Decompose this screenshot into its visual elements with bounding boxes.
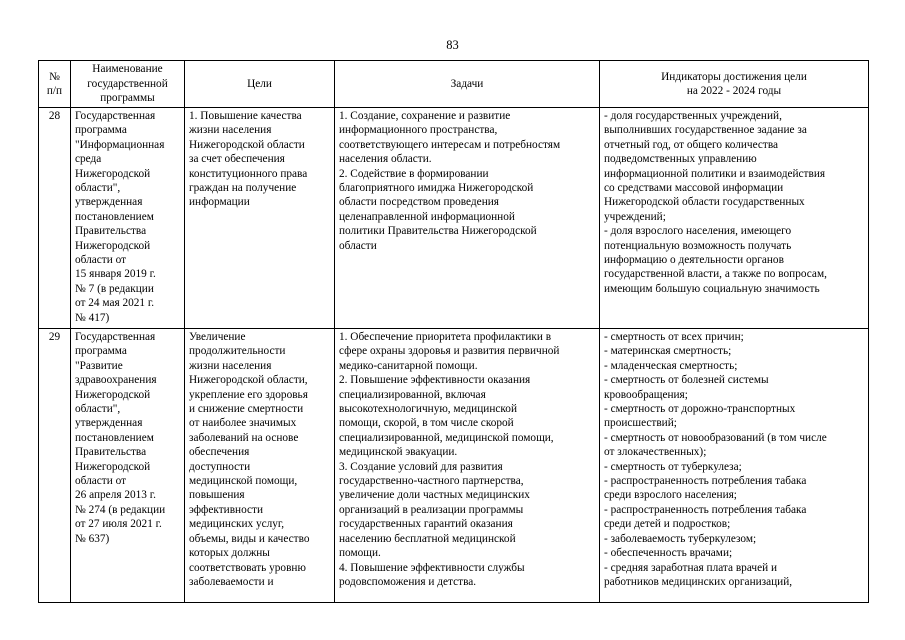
cell-text-line: утвержденная — [75, 196, 143, 209]
cell-text-line: медицинской эвакуации. — [339, 446, 458, 459]
row-number: 28 — [39, 108, 71, 329]
cell-text-line: специализированной, включая — [339, 388, 486, 401]
cell-text-line: повышения — [189, 489, 245, 502]
cell-text-line: - смертность от болезней системы — [604, 374, 769, 387]
cell-text-line: от наиболее значимых — [189, 417, 297, 430]
cell-text-line: - обеспеченность врачами; — [604, 547, 733, 560]
header-number — [39, 61, 71, 108]
cell-text-line: 26 апреля 2013 г. — [75, 489, 156, 502]
tasks-cell — [335, 329, 600, 603]
cell-text-line: программа — [75, 345, 127, 358]
row-number: 29 — [39, 329, 71, 603]
cell-text-line: сфере охраны здоровья и развития первичной — [339, 345, 560, 358]
cell-text-line: среда — [75, 153, 102, 166]
cell-text-line: от 27 июля 2021 г. — [75, 518, 162, 531]
cell-text-line: специализированной, медицинской помощи, — [339, 431, 554, 444]
cell-text-line: от злокачественных); — [604, 446, 707, 459]
cell-text-line: информации — [189, 196, 250, 209]
cell-text-line: 3. Создание условий для развития — [339, 460, 503, 473]
cell-text-line: помощи. — [339, 547, 381, 560]
table-header-row — [39, 61, 869, 108]
table-row — [39, 108, 869, 329]
cell-text-line: утвержденная — [75, 417, 143, 430]
table-row — [39, 329, 869, 603]
cell-text-line: выполнивших государственное задание за — [604, 124, 807, 137]
cell-text-line: Задачи — [450, 77, 484, 90]
cell-text-line: происшествий; — [604, 417, 677, 430]
cell-text-line: области", — [75, 403, 121, 416]
cell-text-line: заболеваний на основе — [189, 431, 299, 444]
goals-cell — [185, 108, 335, 329]
cell-text-line: - смертность от туберкулеза; — [604, 460, 742, 473]
cell-text-line: Правительства — [75, 446, 147, 459]
cell-text-line: обеспечения — [189, 446, 250, 459]
cell-text-line: граждан на получение — [189, 182, 297, 195]
cell-text-line: заболеваемости и — [189, 575, 274, 588]
cell-text-line: № 417) — [75, 311, 110, 324]
cell-text-line: постановлением — [75, 431, 154, 444]
cell-text-line: государственных гарантий оказания — [339, 518, 513, 531]
cell-text-line: за счет обеспечения — [189, 153, 285, 166]
cell-text-line: области — [339, 239, 377, 252]
cell-text-line: организаций в реализации программы — [339, 503, 524, 516]
cell-text-line: Правительства — [75, 225, 147, 238]
programs-table — [38, 60, 869, 603]
cell-text-line: 1. Повышение качества — [189, 110, 302, 122]
cell-text-line: области посредством проведения — [339, 196, 499, 209]
cell-text-line: имеющим большую социальную значимость — [604, 282, 820, 295]
cell-text-line: Нижегородской — [75, 460, 151, 473]
cell-text-line: Нижегородской — [75, 167, 151, 180]
cell-text-line: 2. Повышение эффективности оказания — [339, 374, 531, 387]
cell-text-line: - доля государственных учреждений, — [604, 110, 782, 122]
cell-text-line: помощи, скорой, в том числе скорой — [339, 417, 514, 430]
cell-text-line: Нижегородской области — [189, 138, 305, 151]
indicators-cell — [600, 329, 869, 603]
cell-text-line: населения области. — [339, 153, 432, 166]
cell-text-line: благоприятного имиджа Нижегородской — [339, 182, 534, 195]
cell-text-line: Нижегородской — [75, 388, 151, 401]
cell-text-line: эффективности — [189, 503, 263, 516]
cell-text-line: увеличение доли частных медицинских — [339, 489, 530, 502]
cell-text-line: № 637) — [75, 532, 110, 545]
cell-text-line: со средствами массовой информации — [604, 182, 784, 195]
cell-text-line: от 24 мая 2021 г. — [75, 297, 155, 310]
cell-text-line: информационной политики и взаимодействия — [604, 167, 826, 180]
cell-text-line: Индикаторы достижения цели — [661, 70, 807, 83]
cell-text-line: - распространенность потребления табака — [604, 503, 807, 516]
cell-text-line: области от — [75, 254, 127, 267]
cell-text-line: медицинской помощи, — [189, 475, 298, 488]
cell-text-line: "Информационная — [75, 138, 165, 151]
cell-text-line: среди детей и подростков; — [604, 518, 731, 531]
cell-text-line: Нижегородской — [75, 239, 151, 252]
cell-text-line: п/п — [46, 85, 63, 97]
cell-text-line: доступности — [189, 460, 251, 473]
cell-text-line: - заболеваемость туберкулезом; — [604, 532, 757, 545]
cell-text-line: области", — [75, 182, 121, 195]
cell-text-line: № — [49, 70, 60, 83]
cell-text-line: потенциальную возможность получать — [604, 239, 792, 252]
cell-text-line: 1. Обеспечение приоритета профилактики в — [339, 331, 552, 343]
header-program-name — [71, 61, 185, 108]
cell-text-line: жизни населения — [189, 124, 272, 137]
cell-text-line: населению бесплатной медицинской — [339, 532, 516, 545]
cell-text-line: соответствующего интересам и потребностям — [339, 138, 561, 151]
cell-text-line: - младенческая смертность; — [604, 359, 738, 372]
cell-text-line: Наименование — [92, 63, 163, 76]
indicators-cell — [600, 108, 869, 329]
cell-text-line: государственной власти, а также по вопросам, — [604, 268, 827, 281]
cell-text-line: - смертность от всех причин; — [604, 331, 744, 343]
cell-text-line: программа — [75, 124, 127, 137]
cell-text-line: Увеличение — [189, 331, 246, 343]
program-name-cell — [71, 329, 185, 603]
cell-text-line: 4. Повышение эффективности службы — [339, 561, 525, 574]
cell-text-line: - материнская смертность; — [604, 345, 732, 358]
goals-cell — [185, 329, 335, 603]
cell-text-line: постановлением — [75, 210, 154, 223]
cell-text-line: 15 января 2019 г. — [75, 268, 156, 281]
cell-text-line: Государственная — [75, 110, 156, 122]
cell-text-line: № 7 (в редакции — [75, 282, 154, 295]
cell-text-line: укрепление его здоровья — [189, 388, 308, 401]
header-indicators — [600, 61, 869, 108]
cell-text-line: - доля взрослого населения, имеющего — [604, 225, 792, 238]
header-goals — [185, 61, 335, 108]
cell-text-line: здравоохранения — [75, 374, 157, 387]
cell-text-line: высокотехнологичную, медицинской — [339, 403, 517, 416]
cell-text-line: - смертность от дорожно-транспортных — [604, 403, 796, 416]
cell-text-line: жизни населения — [189, 359, 272, 372]
cell-text-line: Нижегородской области, — [189, 374, 308, 387]
cell-text-line: политики Правительства Нижегородской — [339, 225, 537, 238]
cell-text-line: подведомственных управлению — [604, 153, 757, 166]
cell-text-line: объемы, виды и качество — [189, 532, 310, 545]
cell-text-line: области от — [75, 475, 127, 488]
cell-text-line: информационного пространства, — [339, 124, 498, 137]
header-tasks — [335, 61, 600, 108]
cell-text-line: государственной — [87, 77, 168, 90]
cell-text-line: 2. Содействие в формировании — [339, 167, 489, 180]
program-name-cell — [71, 108, 185, 329]
cell-text-line: конституционного права — [189, 167, 308, 180]
cell-text-line: государственно-частного партнерства, — [339, 475, 524, 488]
cell-text-line: работников медицинских организаций, — [604, 575, 793, 588]
cell-text-line: "Развитие — [75, 359, 123, 372]
cell-text-line: Нижегородской области государственных — [604, 196, 805, 209]
cell-text-line: медицинских услуг, — [189, 518, 285, 531]
cell-text-line: отчетный год, от общего количества — [604, 138, 779, 151]
cell-text-line: целенаправленной информационной — [339, 210, 515, 223]
tasks-cell — [335, 108, 600, 329]
cell-text-line: медико-санитарной помощи. — [339, 359, 478, 372]
cell-text-line: Государственная — [75, 331, 156, 343]
cell-text-line: среди взрослого населения; — [604, 489, 737, 502]
cell-text-line: учреждений; — [604, 210, 666, 223]
cell-text-line: № 274 (в редакции — [75, 503, 166, 516]
cell-text-line: Цели — [247, 77, 272, 90]
cell-text-line: информацию о деятельности органов — [604, 254, 784, 267]
cell-text-line: кровообращения; — [604, 388, 688, 401]
cell-text-line: - смертность от новообразований (в том числе — [604, 431, 827, 444]
cell-text-line: - распространенность потребления табака — [604, 475, 807, 488]
cell-text-line: программы — [100, 92, 155, 105]
page-number: 83 — [446, 38, 459, 52]
cell-text-line: соответствовать уровню — [189, 561, 306, 574]
cell-text-line: и снижение смертности — [189, 403, 304, 416]
cell-text-line: - средняя заработная плата врачей и — [604, 561, 777, 574]
cell-text-line: родовспоможения и детства. — [339, 575, 477, 588]
cell-text-line: которых должны — [189, 547, 270, 560]
cell-text-line: 1. Создание, сохранение и развитие — [339, 110, 511, 122]
cell-text-line: продолжительности — [189, 345, 286, 358]
cell-text-line: на 2022 - 2024 годы — [686, 85, 782, 97]
